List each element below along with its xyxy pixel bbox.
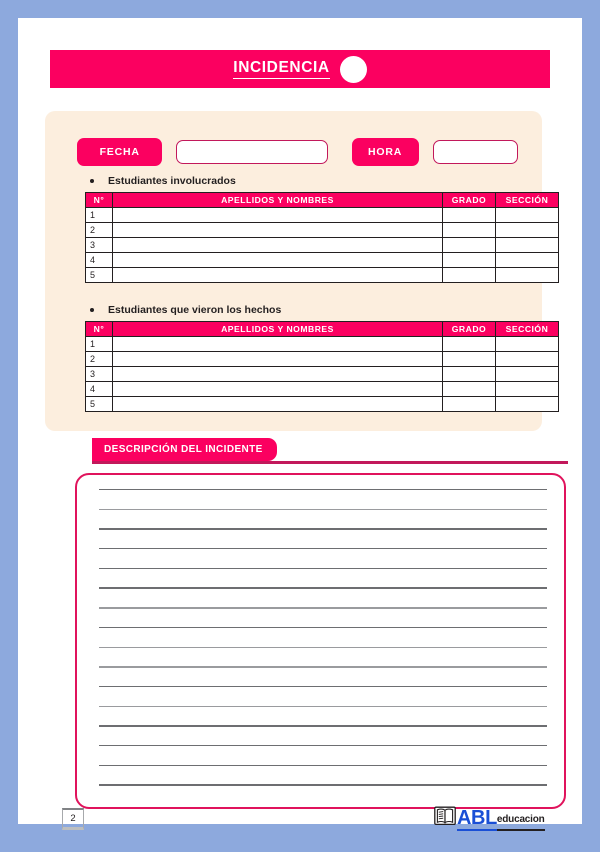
write-line <box>99 509 547 510</box>
cell-names[interactable] <box>113 268 443 283</box>
cell-number: 4 <box>86 253 113 268</box>
table-row <box>86 397 559 412</box>
cell-grade[interactable] <box>443 208 496 223</box>
cell-grade[interactable] <box>443 382 496 397</box>
write-line <box>99 647 547 648</box>
table-row <box>86 382 559 397</box>
cell-section[interactable] <box>496 337 559 352</box>
hora-input[interactable] <box>433 140 519 164</box>
cell-number: 5 <box>86 397 113 412</box>
cell-names[interactable] <box>113 238 443 253</box>
description-textarea[interactable] <box>75 473 566 809</box>
write-line <box>99 568 547 569</box>
cell-number: 1 <box>86 337 113 352</box>
page-sheet <box>18 18 582 824</box>
bullet-dot-icon <box>90 179 94 183</box>
table-row <box>86 352 559 367</box>
table-row <box>86 268 559 283</box>
section-label-involved <box>90 175 236 187</box>
page-number: 2 <box>62 808 84 830</box>
cell-section[interactable] <box>496 397 559 412</box>
write-line <box>99 745 547 746</box>
page-title: INCIDENCIA <box>233 59 329 78</box>
fecha-label: FECHA <box>77 138 162 166</box>
cell-grade[interactable] <box>443 268 496 283</box>
involved-students-table <box>85 192 559 283</box>
header-names: APELLIDOS Y NOMBRES <box>113 193 443 208</box>
write-line <box>99 784 547 785</box>
cell-grade[interactable] <box>443 253 496 268</box>
cell-section[interactable] <box>496 382 559 397</box>
cell-section[interactable] <box>496 268 559 283</box>
cell-grade[interactable] <box>443 397 496 412</box>
cell-names[interactable] <box>113 253 443 268</box>
cell-grade[interactable] <box>443 337 496 352</box>
write-line <box>99 627 547 628</box>
cell-section[interactable] <box>496 367 559 382</box>
open-book-icon <box>434 806 456 831</box>
write-line <box>99 686 547 687</box>
cell-names[interactable] <box>113 382 443 397</box>
cell-section[interactable] <box>496 352 559 367</box>
document-title-banner <box>50 50 550 88</box>
witness-students-table <box>85 321 559 412</box>
table-row <box>86 238 559 253</box>
cell-names[interactable] <box>113 208 443 223</box>
table-header-row <box>86 193 559 208</box>
table-row <box>86 337 559 352</box>
section-label-text: Estudiantes que vieron los hechos <box>108 304 282 316</box>
cell-section[interactable] <box>496 238 559 253</box>
cell-section[interactable] <box>496 253 559 268</box>
table-row <box>86 367 559 382</box>
title-circle-icon <box>340 56 367 83</box>
write-line <box>99 528 547 529</box>
logo-secondary-text: educacion <box>497 810 545 831</box>
description-heading: DESCRIPCIÓN DEL INCIDENTE <box>92 438 277 461</box>
cell-number: 4 <box>86 382 113 397</box>
write-line <box>99 725 547 726</box>
write-line <box>99 587 547 588</box>
cell-grade[interactable] <box>443 367 496 382</box>
bullet-dot-icon <box>90 308 94 312</box>
cell-grade[interactable] <box>443 238 496 253</box>
write-line <box>99 489 547 490</box>
cell-grade[interactable] <box>443 223 496 238</box>
header-grade: GRADO <box>443 322 496 337</box>
cell-names[interactable] <box>113 367 443 382</box>
cell-names[interactable] <box>113 223 443 238</box>
date-time-row <box>77 138 518 166</box>
cell-section[interactable] <box>496 208 559 223</box>
cell-number: 3 <box>86 367 113 382</box>
cell-number: 2 <box>86 352 113 367</box>
students-panel <box>45 111 549 431</box>
write-line <box>99 666 547 667</box>
section-label-text: Estudiantes involucrados <box>108 175 236 187</box>
abl-logo <box>434 805 545 831</box>
table-row <box>86 208 559 223</box>
cell-section[interactable] <box>496 223 559 238</box>
hora-label: HORA <box>352 138 419 166</box>
section-label-witnesses <box>90 304 281 316</box>
cell-number: 5 <box>86 268 113 283</box>
header-names: APELLIDOS Y NOMBRES <box>113 322 443 337</box>
header-number: N° <box>86 193 113 208</box>
write-line <box>99 607 547 608</box>
header-grade: GRADO <box>443 193 496 208</box>
cell-grade[interactable] <box>443 352 496 367</box>
cell-number: 3 <box>86 238 113 253</box>
cell-number: 2 <box>86 223 113 238</box>
header-number: N° <box>86 322 113 337</box>
fecha-input[interactable] <box>176 140 327 164</box>
table-row <box>86 223 559 238</box>
table-header-row <box>86 322 559 337</box>
cell-names[interactable] <box>113 397 443 412</box>
header-section: SECCIÓN <box>496 193 559 208</box>
write-line <box>99 765 547 766</box>
logo-primary-text: ABL <box>457 807 497 829</box>
header-section: SECCIÓN <box>496 322 559 337</box>
table-row <box>86 253 559 268</box>
cell-number: 1 <box>86 208 113 223</box>
write-line <box>99 548 547 549</box>
write-line <box>99 706 547 707</box>
description-divider <box>92 461 568 464</box>
cell-names[interactable] <box>113 337 443 352</box>
cell-names[interactable] <box>113 352 443 367</box>
